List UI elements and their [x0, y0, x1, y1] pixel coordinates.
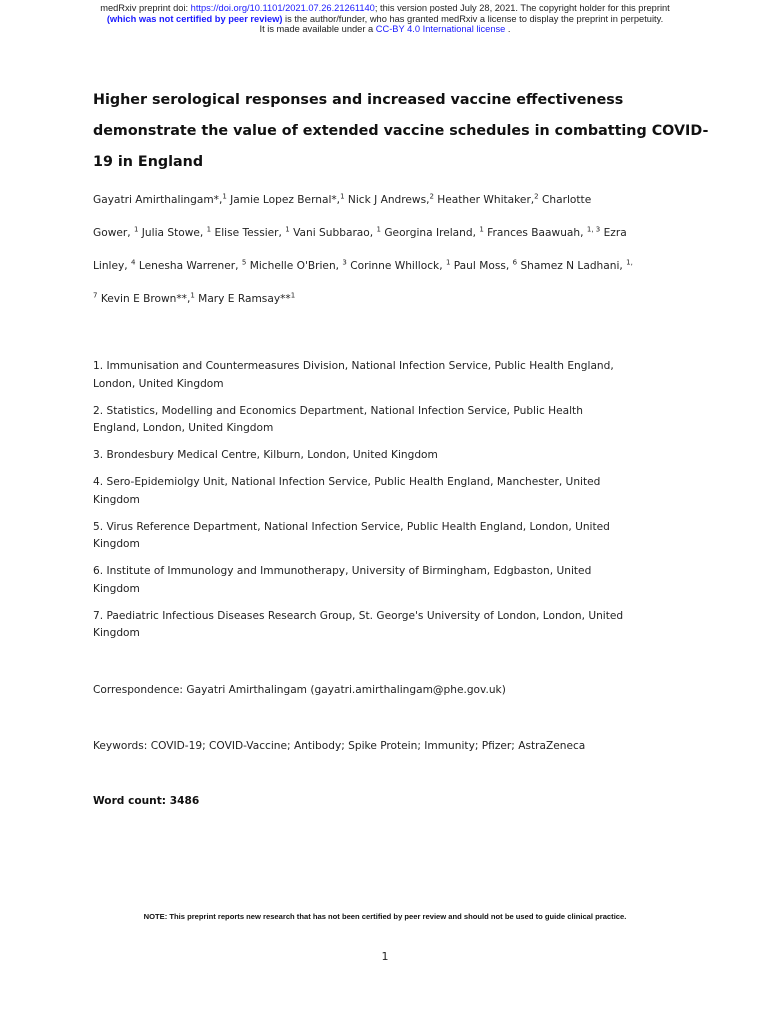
author-text: Vani Subbarao,	[289, 227, 377, 239]
author-text: Jamie Lopez Bernal*,	[226, 194, 341, 206]
affiliation-item	[93, 447, 683, 465]
author-text: Lenesha Warrener,	[135, 260, 242, 272]
affiliation-line: Kingdom	[93, 582, 140, 595]
affiliation-marker: 1	[133, 225, 139, 234]
correspondence: Correspondence: Gayatri Amirthalingam (gayatri.amirthalingam@phe.gov.uk)	[93, 684, 506, 696]
banner-end-text: .	[505, 24, 511, 35]
author-line	[93, 223, 693, 256]
title-line-3: 19 in England	[93, 154, 204, 170]
author-text: Nick J Andrews,	[344, 194, 430, 206]
affiliation-marker: 1	[445, 258, 451, 267]
affiliation-line: England, London, United Kingdom	[93, 422, 274, 434]
author-text: Georgina Ireland,	[380, 227, 480, 239]
paper-title	[93, 88, 709, 181]
affiliation-item	[93, 519, 683, 554]
license-link[interactable]: CC-BY 4.0 International license	[375, 24, 506, 35]
banner-posted-text: ; this version posted July 28, 2021. The copyright holder for this preprint	[374, 3, 670, 13]
affiliation-line: 7. Paediatric Infectious Diseases Research Group, St. George's University of London, London, United	[93, 609, 624, 622]
page-number: 1	[381, 950, 389, 963]
affiliation-marker: 1, 3	[586, 225, 601, 234]
banner-available-text: It is made available under a	[259, 24, 376, 35]
author-text: Corinne Whillock,	[346, 260, 446, 272]
affiliation-marker: 3	[342, 258, 347, 267]
affiliation-item	[93, 403, 683, 438]
author-text: Mary E Ramsay**	[194, 293, 291, 305]
author-line	[93, 289, 693, 322]
affiliation-marker: 1	[340, 192, 345, 201]
banner-license-text: is the author/funder, who has granted medRxiv a license to display the preprint in perpetuity.	[282, 13, 664, 24]
author-text: Elise Tessier,	[211, 227, 286, 239]
author-text: Frances Baawuah,	[483, 227, 587, 239]
affiliation-marker: 1	[479, 225, 484, 234]
author-text: Julia Stowe,	[138, 227, 207, 239]
peer-review-note: (which was not certified by peer review)	[106, 13, 283, 24]
author-text: Gayatri Amirthalingam*,	[93, 194, 223, 206]
banner-line-2	[0, 14, 770, 25]
affiliation-marker: 1	[190, 291, 195, 300]
affiliation-line: Kingdom	[93, 627, 140, 639]
affiliation-item	[93, 358, 683, 393]
affiliation-line: 4. Sero-Epidemiolgy Unit, National Infection Service, Public Health England, Manchester, United	[93, 476, 601, 488]
author-text: Gower,	[93, 227, 134, 239]
affiliation-line: London, United Kingdom	[93, 377, 224, 390]
affiliation-line: 3. Brondesbury Medical Centre, Kilburn, London, United Kingdom	[93, 449, 438, 461]
affiliation-line: 5. Virus Reference Department, National Infection Service, Public Health England, London, United	[93, 520, 610, 533]
doi-link[interactable]: https://doi.org/10.1101/2021.07.26.21261140	[190, 3, 375, 13]
banner-line-1	[0, 3, 770, 14]
affiliation-marker: 1	[222, 192, 227, 201]
author-text: Kevin E Brown**,	[97, 293, 191, 305]
affiliation-item	[93, 563, 683, 598]
affiliation-item	[93, 474, 683, 509]
banner-line-3	[0, 24, 770, 35]
affiliation-marker: 5	[241, 258, 247, 267]
author-text: Heather Whitaker,	[433, 194, 535, 206]
author-text: Linley,	[93, 260, 132, 272]
title-line-1: Higher serological responses and increased vaccine effectiveness	[93, 92, 624, 108]
affiliation-marker: 2	[534, 192, 539, 201]
affiliation-marker: 2	[429, 192, 434, 201]
preprint-note: NOTE: This preprint reports new research that has not been certified by peer review and should not be used to guide clinical practice.	[143, 912, 627, 921]
affiliation-marker: 1	[290, 291, 296, 300]
author-text: Paul Moss,	[450, 260, 513, 272]
affiliation-line: 2. Statistics, Modelling and Economics Department, National Infection Service, Public Health	[93, 404, 583, 417]
affiliation-marker: 6	[512, 258, 518, 267]
affiliation-line: Kingdom	[93, 538, 140, 550]
banner-doi-prefix: medRxiv preprint doi:	[100, 3, 191, 13]
word-count: Word count: 3486	[93, 795, 200, 807]
affiliation-marker: 1,	[626, 258, 633, 267]
preprint-banner	[0, 3, 770, 35]
title-line-2: demonstrate the value of extended vaccine schedules in combatting COVID-	[93, 123, 709, 139]
affiliation-marker: 7	[93, 291, 98, 300]
author-text: Michelle O'Brien,	[246, 260, 343, 272]
affiliation-marker: 1	[285, 225, 290, 234]
author-list	[93, 190, 693, 322]
affiliation-line: 1. Immunisation and Countermeasures Division, National Infection Service, Public Health England,	[93, 360, 614, 372]
author-text: Ezra	[600, 227, 627, 239]
affiliation-marker: 1	[376, 225, 381, 234]
affiliation-marker: 1	[206, 225, 212, 234]
author-text: Charlotte	[538, 194, 592, 206]
affiliation-line: 6. Institute of Immunology and Immunotherapy, University of Birmingham, Edgbaston, United	[93, 565, 592, 577]
author-line	[93, 190, 693, 223]
affiliation-list	[93, 358, 683, 652]
affiliation-line: Kingdom	[93, 493, 140, 506]
author-text: Shamez N Ladhani,	[517, 260, 627, 272]
affiliation-marker: 4	[131, 258, 136, 267]
affiliation-item	[93, 608, 683, 643]
keywords: Keywords: COVID-19; COVID-Vaccine; Antibody; Spike Protein; Immunity; Pfizer; AstraZeneca	[93, 740, 586, 752]
author-line	[93, 256, 693, 289]
